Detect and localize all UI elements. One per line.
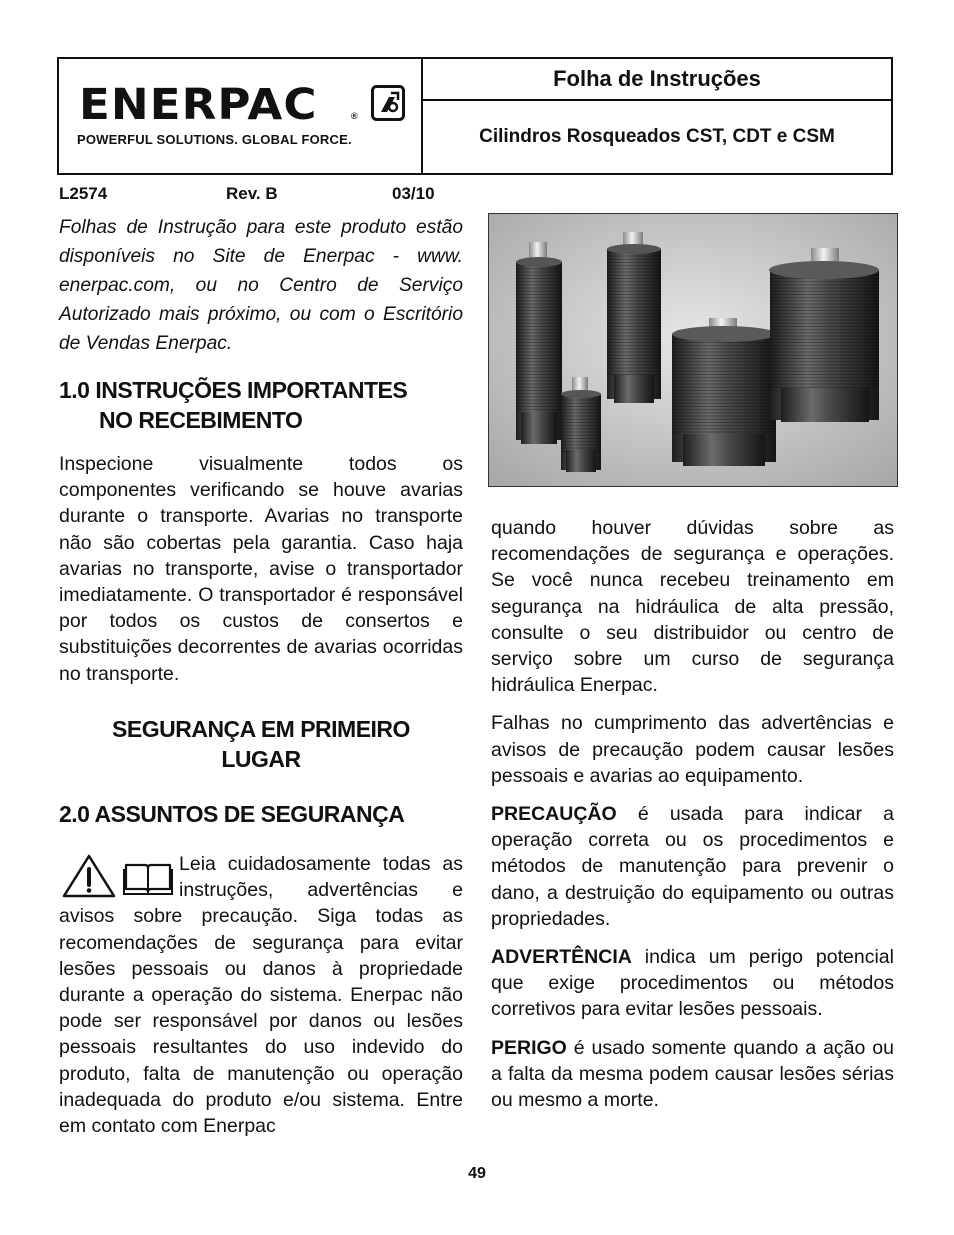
section1-heading-line1: 1.0 INSTRUÇÕES IMPORTANTES xyxy=(59,377,408,403)
danger-keyword: PERIGO xyxy=(491,1036,567,1059)
right-paragraph-warning xyxy=(491,944,894,1023)
section1-heading-line2: NO RECEBIMENTO xyxy=(99,407,303,433)
product-title: Cilindros Rosqueados CST, CDT e CSM xyxy=(479,126,835,147)
doc-type-title: Folha de Instruções xyxy=(423,59,891,101)
danger-text: é usado somente quando a ação ou a falta da mesma podem causar lesões sérias ou mesmo a morte. xyxy=(491,1036,894,1112)
warning-text: indica um perigo potencial que exige procedimentos ou métodos corretivos para evitar lesões pessoais. xyxy=(491,946,894,1021)
doc-number: L2574 xyxy=(59,184,108,203)
right-paragraph-caution xyxy=(491,801,894,932)
threaded-cylinders-image xyxy=(489,214,898,487)
section2-heading: 2.0 ASSUNTOS DE SEGURANÇA xyxy=(59,801,405,827)
manual-book-icon xyxy=(123,859,173,897)
right-paragraph-danger xyxy=(491,1035,894,1114)
caution-keyword: PRECAUÇÃO xyxy=(491,803,617,826)
warning-keyword: ADVERTÊNCIA xyxy=(491,946,632,969)
caution-text: é usada para indicar a operação correta ou os procedimentos e métodos de manutenção para prevenir o dano, a destruição do equipamento ou outras propriedades. xyxy=(491,803,894,930)
revision: Rev. B xyxy=(226,184,278,203)
section2-body-block xyxy=(59,851,463,1139)
revision-date: 03/10 xyxy=(392,184,435,203)
title-cell xyxy=(423,59,891,173)
intro-text: Folhas de Instrução para este produto estão disponíveis no Site de Enerpac - www. enerpac.com, ou no Centro de Serviço Autorizado mais próximo, ou com o Escritório de Vendas Enerpac. xyxy=(59,217,463,354)
page-number: 49 xyxy=(468,1165,486,1182)
section1-heading xyxy=(59,375,463,435)
section2-heading-block xyxy=(59,799,463,829)
section1-body: Inspecione visualmente todos os componentes verificando se houve avarias durante o transporte. Avarias no transporte não são cobertas pela garantia. Caso haja avarias no transporte, avise o transportador imediatamente. O transportador é responsável por todos os custos de consertos e substituições decorrentes de avarias ocorridas no transporte. xyxy=(59,453,463,685)
enerpac-logo-mark-icon xyxy=(371,85,405,121)
warning-triangle-icon xyxy=(61,853,117,899)
header-box xyxy=(57,57,893,175)
right-paragraph-1: quando houver dúvidas sobre as recomendações de segurança e operações. Se você nunca recebeu treinamento em segurança na hidráulica de alta pressão, consulte o seu distribuidor ou centro de serviço sobre um curso de segurança hidráulica Enerpac. xyxy=(491,517,894,697)
registered-mark: ® xyxy=(351,111,358,121)
safety-first-heading xyxy=(59,714,463,774)
section2-body: Leia cuidadosamente todas as instruções, advertências e avisos sobre precaução. Siga todas as recomendações de segurança para evitar lesões pessoais ou danos à propriedade durante a operação do sistema. Enerpac não pode ser responsável por danos ou lesões pessoais resultantes do uso indevido do produto, falta de manutenção ou operação inadequada do produto e/ou sistema. Entre em contato com Enerpac xyxy=(59,853,463,1138)
right-paragraph-2: Falhas no cumprimento das advertências e avisos de precaução podem causar lesões pessoais e avarias ao equipamento. xyxy=(491,712,894,787)
safety-first-line1: SEGURANÇA EM PRIMEIRO xyxy=(112,716,410,742)
safety-icons xyxy=(59,851,175,903)
brand-logo-text: ENERPAC xyxy=(79,80,318,130)
intro-block xyxy=(59,213,463,358)
product-photo xyxy=(488,213,898,487)
safety-first-line2: LUGAR xyxy=(221,746,301,772)
right-column xyxy=(491,515,894,1113)
brand-tagline: POWERFUL SOLUTIONS. GLOBAL FORCE. xyxy=(77,132,352,147)
logo-cell xyxy=(59,59,423,173)
section1-body-block xyxy=(59,451,463,687)
